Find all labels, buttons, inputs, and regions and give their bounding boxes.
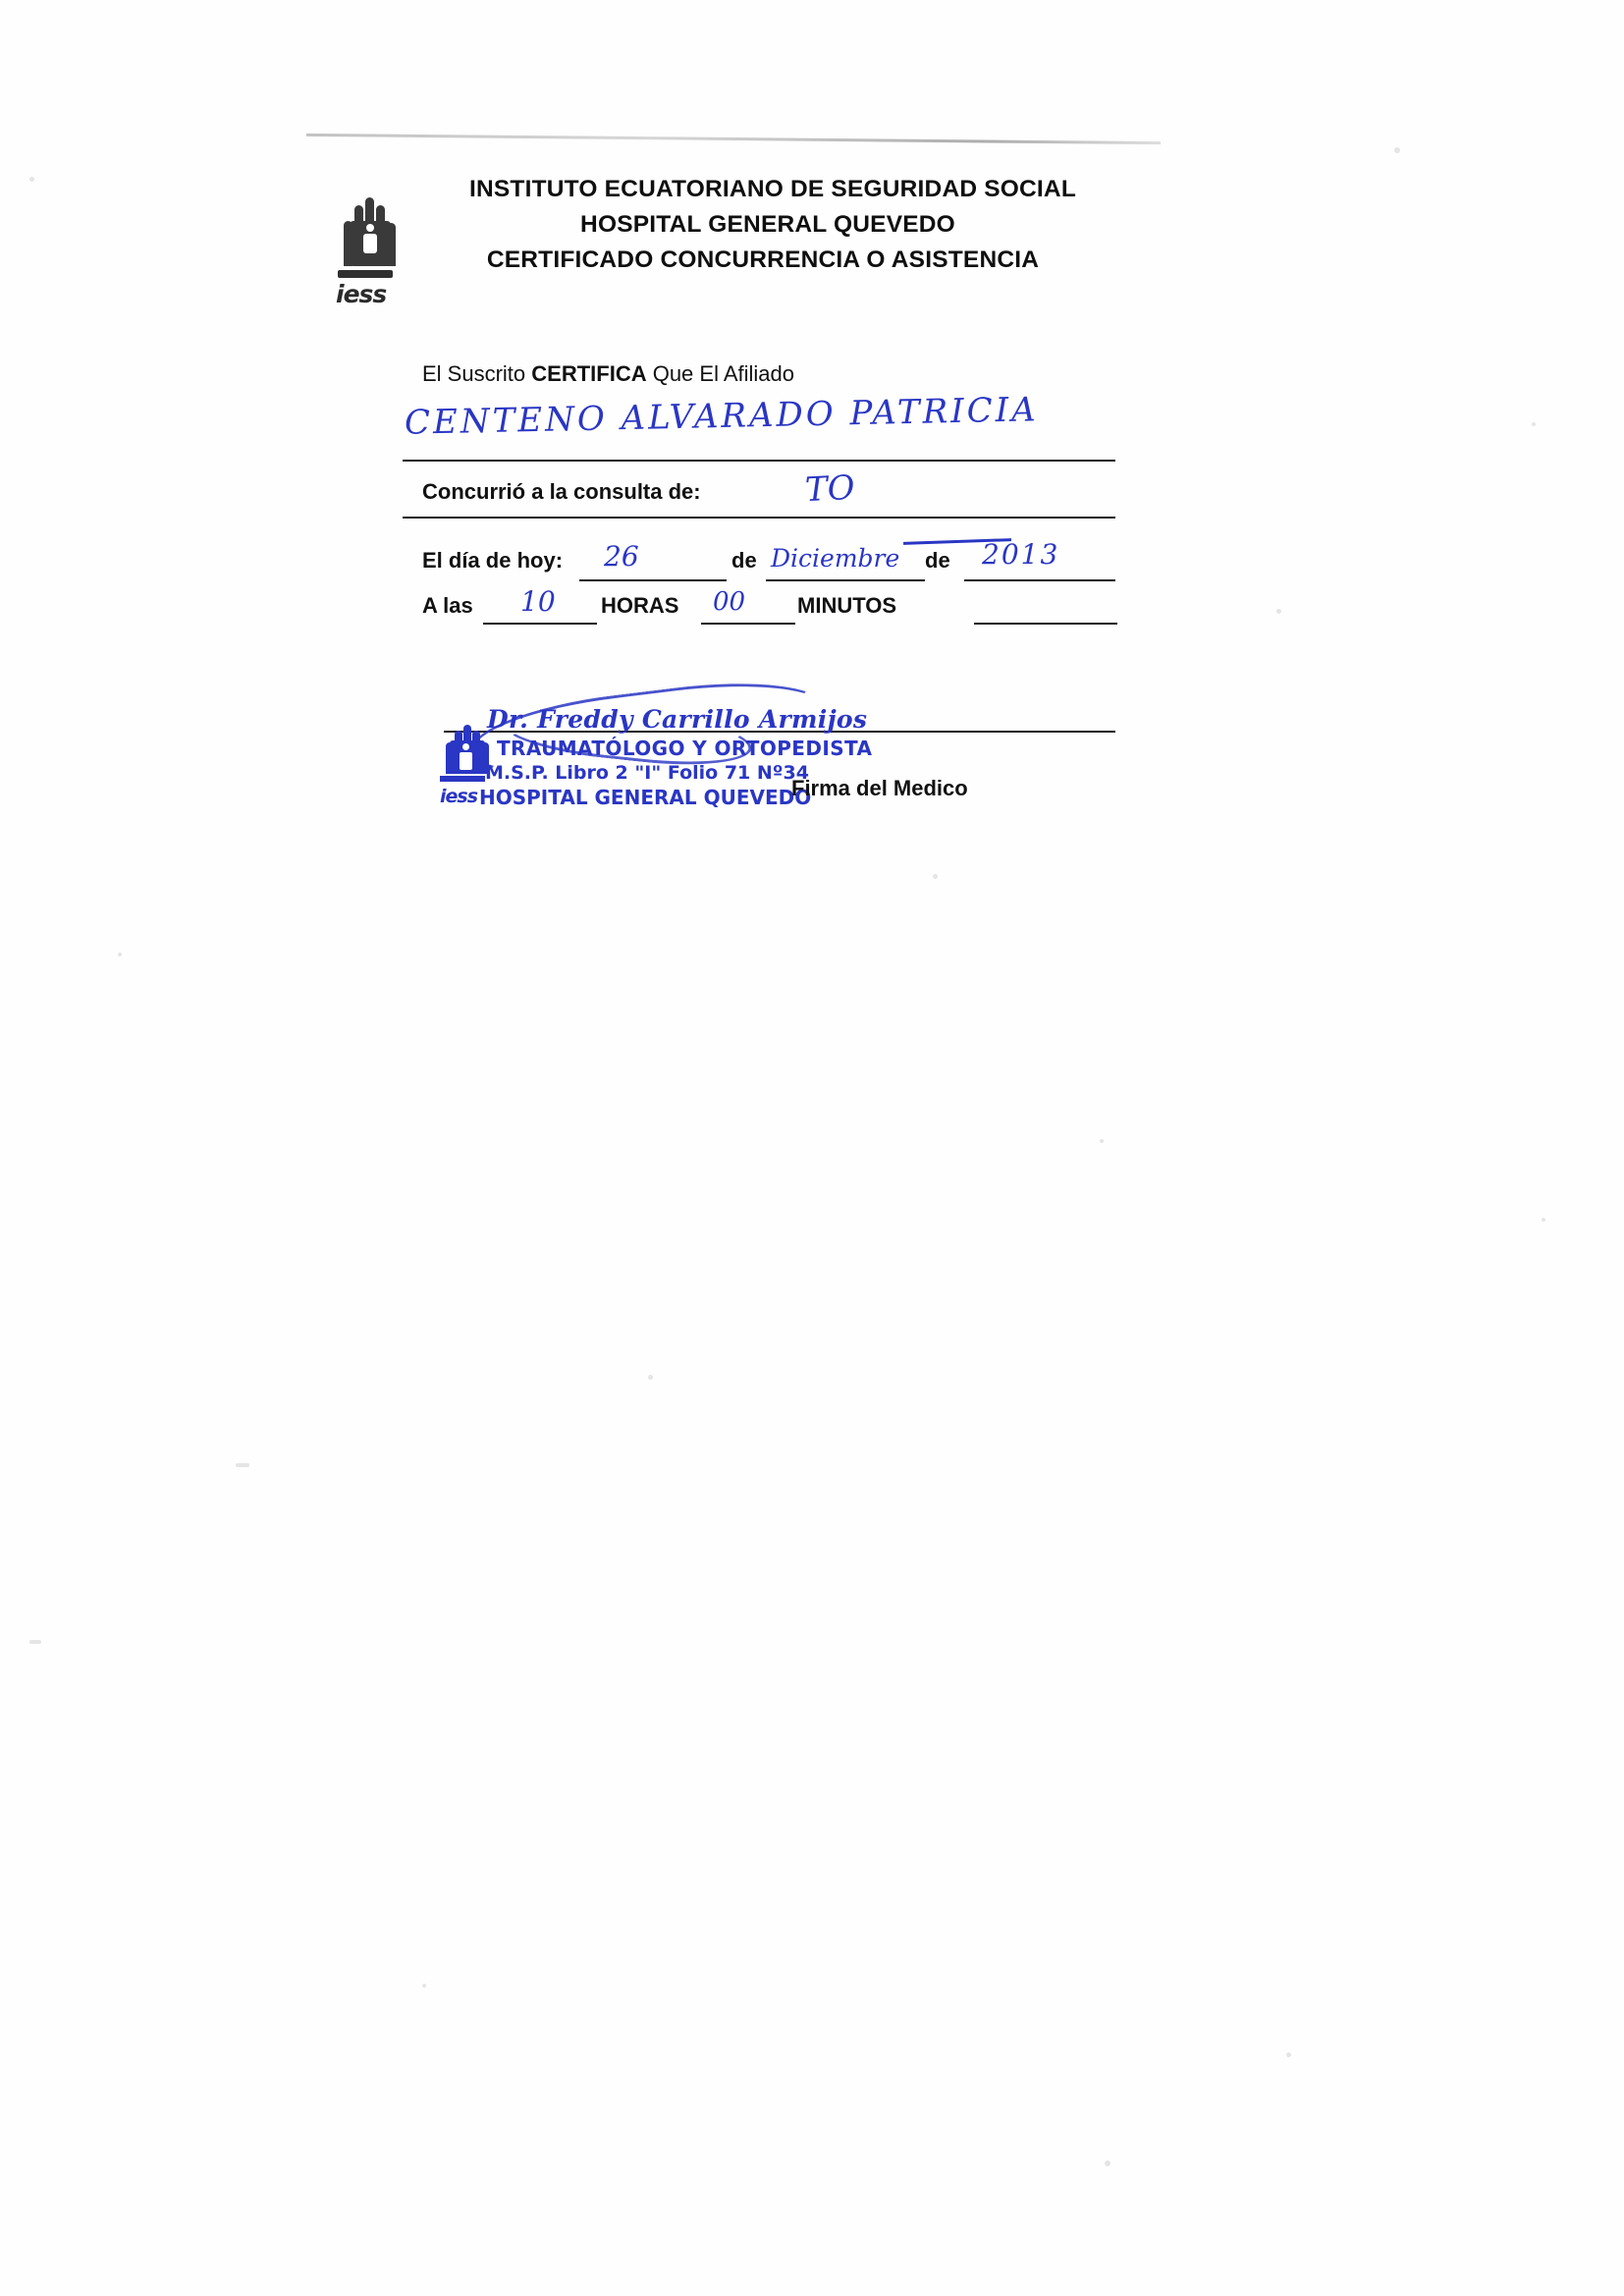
fecha-line [422, 548, 563, 574]
certifica-suffix: Que El Afiliado [646, 361, 795, 386]
scan-speck [118, 953, 122, 957]
minutos-rule [701, 623, 795, 625]
scan-speck [422, 1984, 426, 1988]
consulta-line [422, 479, 701, 505]
scan-speck [1542, 1218, 1545, 1222]
hand-icon [344, 182, 395, 266]
scan-speck [1100, 1139, 1104, 1143]
iess-logo-icon [336, 182, 408, 309]
scan-speck [1532, 422, 1536, 426]
consulta-rule [403, 517, 1115, 519]
scan-speck [648, 1375, 653, 1380]
scan-speck [1394, 147, 1400, 153]
dia-label: El día de hoy: [422, 548, 564, 573]
horas-rule [483, 623, 597, 625]
institution-name-line1: INSTITUTO ECUATORIANO DE SEGURIDAD SOCIAL [468, 176, 1076, 202]
document-header [336, 172, 1151, 308]
mes-value-handwriting: Diciembre [771, 544, 900, 573]
person-icon [362, 224, 378, 263]
consulta-label: Concurrió a la consulta de: [422, 479, 701, 504]
de-label-1: de [731, 548, 757, 573]
minutos-label: MINUTOS [797, 593, 897, 618]
scan-speck [29, 177, 34, 182]
horas-value-handwriting: 10 [520, 585, 556, 618]
certificate-title: CERTIFICADO CONCURRENCIA O ASISTENCIA [486, 246, 1040, 273]
anio-value-handwriting: 2013 [982, 538, 1060, 571]
minutos-trailing-rule [974, 623, 1117, 625]
doctor-stamp [440, 705, 873, 833]
patient-name-rule [403, 460, 1115, 462]
anio-rule [964, 579, 1115, 581]
certifica-keyword: CERTIFICA [531, 361, 647, 386]
institution-name-line2: HOSPITAL GENERAL QUEVEDO [580, 211, 955, 238]
scan-edge-line [306, 134, 1161, 144]
minutos-value-handwriting: 00 [713, 587, 746, 617]
stamp-hospital: HOSPITAL GENERAL QUEVEDO [479, 786, 812, 809]
iess-wordmark: iess [336, 280, 387, 308]
certifica-line [422, 361, 794, 387]
certifica-prefix: El Suscrito [422, 361, 532, 386]
de-label-2: de [925, 548, 950, 573]
scan-speck [1105, 2160, 1110, 2166]
scan-speck [1286, 2052, 1291, 2057]
scan-speck [1276, 609, 1281, 614]
stamp-iess-wordmark: iess [440, 786, 478, 807]
horas-label: HORAS [601, 593, 679, 618]
doctor-name: Dr. Freddy Carrillo Armijos [487, 705, 868, 734]
firma-del-medico-label: Firma del Medico [791, 776, 968, 800]
dia-rule [579, 579, 727, 581]
mes-rule [766, 579, 925, 581]
doctor-specialty: TRAUMATÓLOGO Y ORTOPEDISTA [497, 737, 873, 760]
scan-speck [933, 874, 938, 879]
dia-value-handwriting: 26 [604, 540, 639, 573]
doctor-registry: M.S.P. Libro 2 "I" Folio 71 Nº34 [485, 762, 809, 784]
patient-name-handwriting: CENTENO ALVARADO PATRICIA [404, 390, 1040, 443]
scan-speck [29, 1640, 41, 1644]
consulta-value-handwriting: TO [803, 467, 856, 511]
stamp-hand-icon [446, 713, 489, 774]
scan-speck [236, 1463, 249, 1467]
alas-label: A las [422, 593, 473, 618]
